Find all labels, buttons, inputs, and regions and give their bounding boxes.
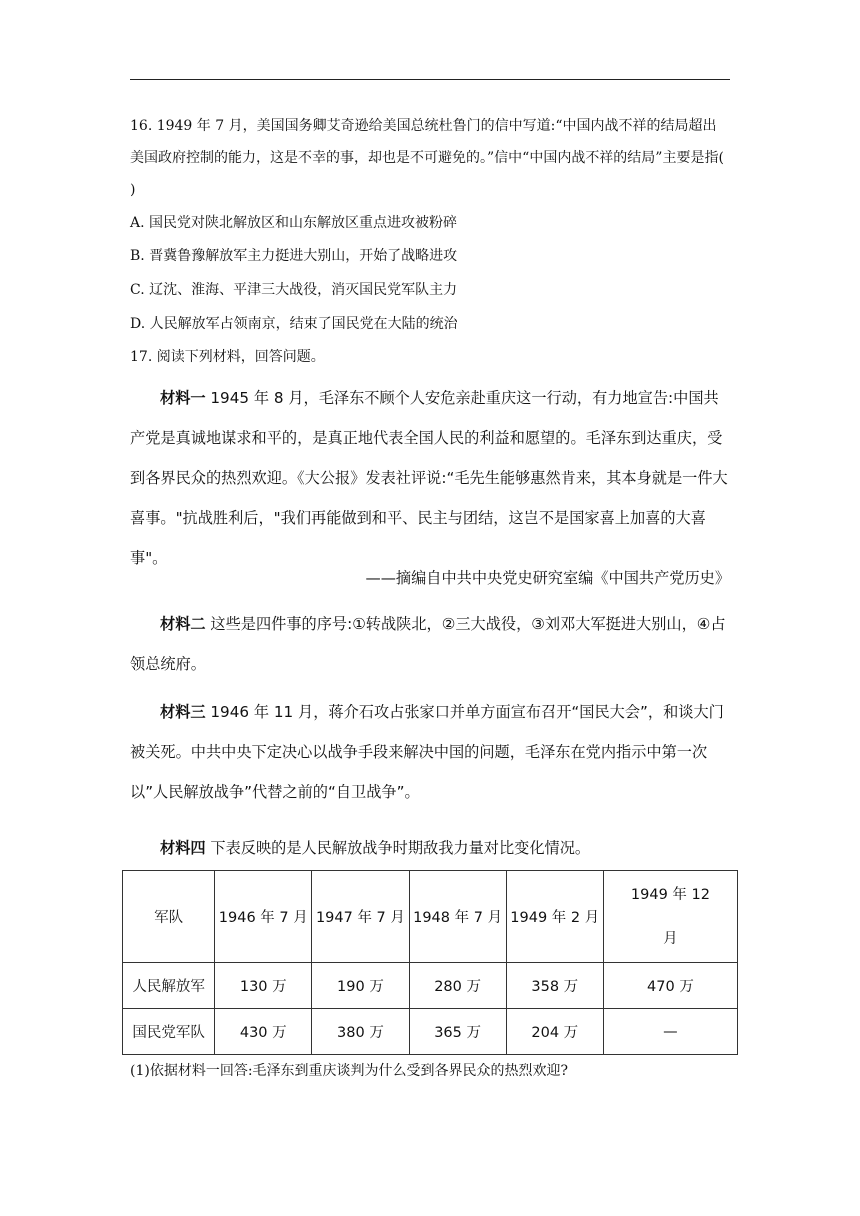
- table-cell: 人民解放军: [123, 963, 215, 1009]
- material-2-label: 材料二: [160, 615, 206, 633]
- option-d: D. 人民解放军占领南京，结束了国民党在大陆的统治: [130, 316, 458, 332]
- sub-question-1: (1)依据材料一回答:毛泽东到重庆谈判为什么受到各界民众的热烈欢迎?: [130, 1063, 569, 1079]
- table-cell: 358 万: [506, 963, 603, 1009]
- material-2-text: 这些是四件事的序号:①转战陕北，②三大战役，③刘邓大军挺进大别山，④占领总统府。: [130, 615, 726, 673]
- material-2: [130, 604, 730, 684]
- material-3-label: 材料三: [160, 703, 206, 721]
- option-c: C. 辽沈、淮海、平津三大战役，消灭国民党军队主力: [130, 282, 458, 298]
- material-3-text: 1946 年 11 月，蒋介石攻占张家口并单方面宣布召开“国民大会”，和谈大门被关死。中共中央下定决心以战争手段来解决中国的问题，毛泽东在党内指示中第一次以”人民解放战争”代替之前的“自卫战争”。: [130, 703, 724, 801]
- table-header-cell: 1947 年 7 月: [312, 871, 409, 963]
- table-cell: 国民党军队: [123, 1009, 215, 1055]
- table-header-cell: 军队: [123, 871, 215, 963]
- material-4: [130, 828, 730, 868]
- question-17-intro: 17. 阅读下列材料，回答问题。: [130, 349, 325, 365]
- table-cell: 470 万: [603, 963, 737, 1009]
- question-16-stem: 16. 1949 年 7 月，美国国务卿艾奇逊给美国总统杜鲁门的信中写道:“中国内战不祥的结局超出美国政府控制的能力，这是不幸的事，却也是不可避免的。”信中“中国内战不祥的结局”主要是指( ): [130, 118, 743, 198]
- table-cell: —: [603, 1009, 737, 1055]
- material-4-label: 材料四: [160, 839, 206, 857]
- material-4-text: 下表反映的是人民解放战争时期敌我力量对比变化情况。: [205, 839, 591, 857]
- table-header-cell: 1949 年 2 月: [506, 871, 603, 963]
- material-1: [130, 378, 730, 578]
- material-1-label: 材料一: [160, 389, 206, 407]
- option-b: B. 晋冀鲁豫解放军主力挺进大别山，开始了战略进攻: [130, 248, 458, 264]
- table-row: [123, 963, 738, 1009]
- table-cell: 130 万: [215, 963, 312, 1009]
- table-header-cell: 1949 年 12 月: [603, 871, 737, 963]
- table-cell: 190 万: [312, 963, 409, 1009]
- table-cell: 365 万: [409, 1009, 506, 1055]
- material-1-text: 1945 年 8 月，毛泽东不顾个人安危亲赴重庆这一行动，有力地宣告:中国共产党是真诚地谋求和平的，是真正地代表全国人民的利益和愿望的。毛泽东到达重庆，受到各界民众的热烈欢迎。《大公报》发表社评说:“毛先生能够惠然肯来，其本身就是一件大喜事。"抗战胜利后，"我们再能做到和平、民主与团结，这岂不是国家喜上加喜的大喜事"。: [130, 389, 728, 567]
- table-header-cell: 1948 年 7 月: [409, 871, 506, 963]
- forces-comparison-table: [122, 870, 738, 1055]
- header-rule: [130, 79, 730, 80]
- table-cell: 280 万: [409, 963, 506, 1009]
- table-cell: 380 万: [312, 1009, 409, 1055]
- table-cell: 204 万: [506, 1009, 603, 1055]
- table-header-row: [123, 871, 738, 963]
- table-row: [123, 1009, 738, 1055]
- option-a: A. 国民党对陕北解放区和山东解放区重点进攻被粉碎: [130, 215, 458, 231]
- table-cell: 430 万: [215, 1009, 312, 1055]
- table-header-cell: 1946 年 7 月: [215, 871, 312, 963]
- material-1-source: ——摘编自中共中央党史研究室编《中国共产党历史》: [365, 569, 730, 587]
- material-3: [130, 692, 730, 812]
